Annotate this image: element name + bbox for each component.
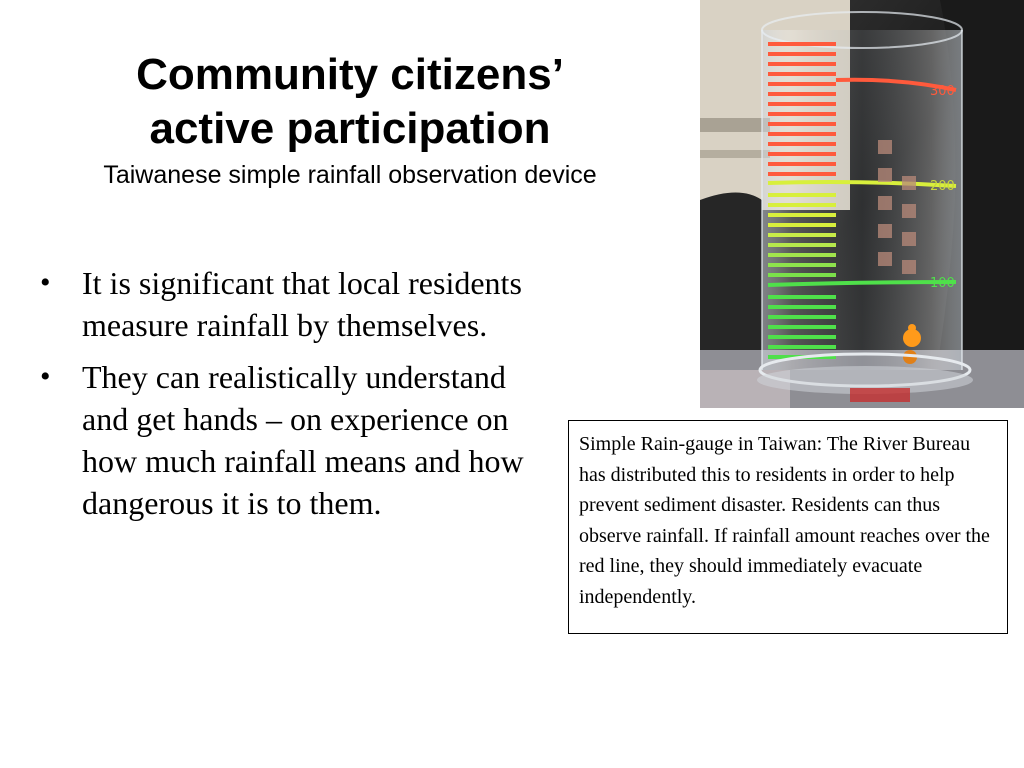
rain-gauge-image <box>700 0 1024 408</box>
bullet-item <box>40 262 545 346</box>
slide-subtitle: Taiwanese simple rainfall observation device <box>103 161 597 189</box>
caption-box: Simple Rain-gauge in Taiwan: The River Bureau has distributed this to residents in order to help prevent sediment disaster. Residents can thus observe rainfall. If rainfall amount reaches over the red line, they should immediately evacuate independently. <box>568 420 1008 634</box>
rain-gauge-photo <box>700 0 1024 408</box>
bullet-text: It is significant that local residents measure rainfall by themselves. <box>82 265 522 343</box>
scale-label-300: 300 <box>930 84 955 99</box>
bullet-dot-icon: • <box>40 266 51 299</box>
scale-label-100: 100 <box>930 276 955 291</box>
slide-title-line-1: Community citizens’ <box>136 50 564 99</box>
bullet-dot-icon: • <box>40 360 51 393</box>
bullet-list <box>40 262 545 534</box>
bullet-item <box>40 356 545 524</box>
title-block <box>0 48 700 192</box>
scale-label-200: 200 <box>930 179 955 194</box>
slide-title-line-2: active participation <box>149 104 551 153</box>
bullet-text: They can realistically understand and get hands – on experience on how much rainfall means and how dangerous it is to them. <box>82 359 524 521</box>
